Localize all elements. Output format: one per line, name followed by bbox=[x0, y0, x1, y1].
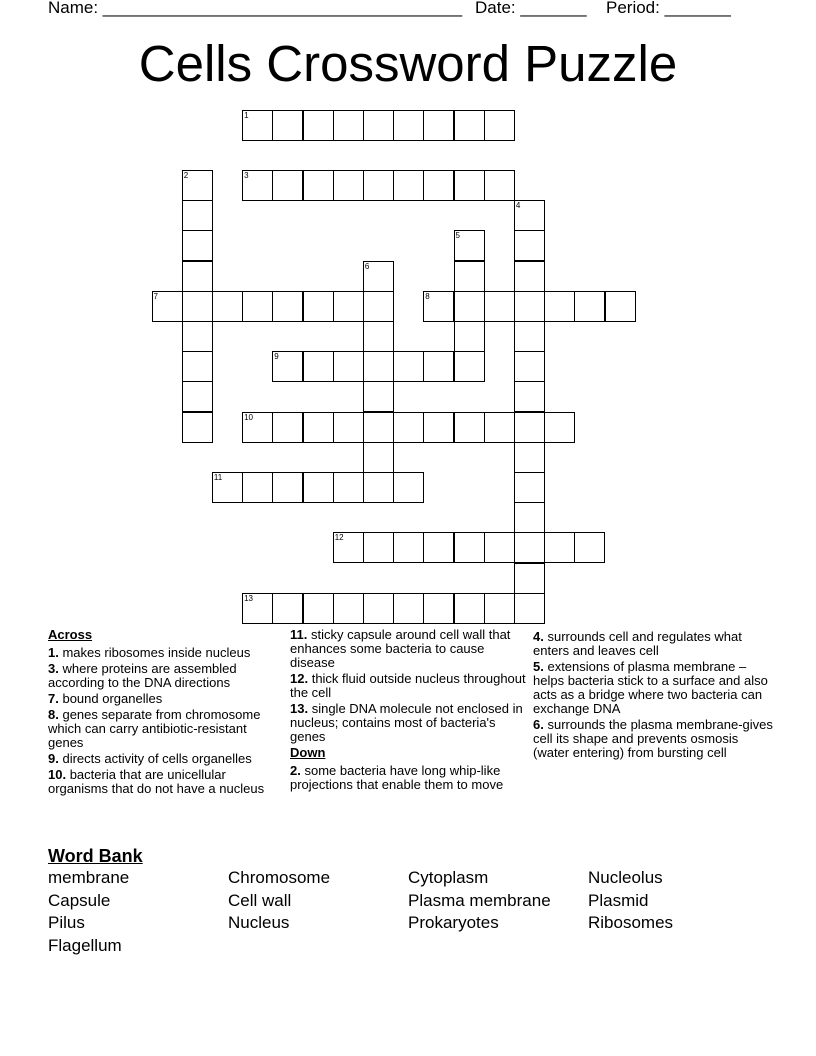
crossword-cell[interactable] bbox=[272, 291, 303, 322]
crossword-cell[interactable] bbox=[303, 291, 334, 322]
clue-down-4: 4. surrounds cell and regulates what enters and leaves cell bbox=[533, 629, 742, 658]
crossword-cell[interactable] bbox=[484, 412, 515, 443]
crossword-cell[interactable] bbox=[423, 170, 454, 201]
crossword-cell[interactable] bbox=[182, 230, 213, 261]
crossword-cell[interactable] bbox=[182, 351, 213, 382]
crossword-cell[interactable] bbox=[544, 532, 575, 563]
word-bank-item: Ribosomes bbox=[588, 913, 674, 932]
word-bank-title: Word Bank bbox=[48, 846, 143, 866]
crossword-cell[interactable] bbox=[423, 110, 454, 141]
crossword-cell[interactable] bbox=[605, 291, 636, 322]
crossword-cell[interactable] bbox=[423, 291, 454, 322]
clue-number: 2 bbox=[183, 170, 189, 180]
crossword-cell[interactable] bbox=[272, 593, 303, 624]
crossword-cell[interactable] bbox=[484, 532, 515, 563]
crossword-cell[interactable] bbox=[333, 593, 364, 624]
word-bank-item: Chromosome bbox=[228, 868, 331, 887]
crossword-cell[interactable] bbox=[363, 170, 394, 201]
crossword-cell[interactable] bbox=[303, 110, 334, 141]
crossword-cell[interactable] bbox=[393, 593, 424, 624]
crossword-cell[interactable] bbox=[303, 593, 334, 624]
crossword-cell[interactable] bbox=[303, 472, 334, 503]
crossword-cell[interactable] bbox=[393, 170, 424, 201]
crossword-cell[interactable] bbox=[454, 291, 485, 322]
crossword-cell[interactable] bbox=[393, 532, 424, 563]
crossword-cell[interactable] bbox=[272, 110, 303, 141]
crossword-cell[interactable] bbox=[303, 351, 334, 382]
crossword-cell[interactable] bbox=[544, 291, 575, 322]
crossword-cell[interactable] bbox=[333, 412, 364, 443]
crossword-cell[interactable] bbox=[514, 381, 545, 412]
period-field[interactable]: Period: _______ bbox=[606, 0, 731, 17]
clue-down-5: 5. extensions of plasma membrane – helps bacteria stick to a surface and also acts as a bridge where two bacteria can exchange DNA bbox=[533, 659, 768, 716]
clue-number: 3 bbox=[244, 170, 249, 180]
crossword-cell[interactable] bbox=[423, 593, 454, 624]
crossword-cell[interactable] bbox=[333, 110, 364, 141]
word-bank-item: membrane bbox=[48, 868, 130, 887]
crossword-cell[interactable] bbox=[363, 351, 394, 382]
crossword-cell[interactable] bbox=[544, 412, 575, 443]
word-bank-item: Nucleolus bbox=[588, 868, 663, 887]
crossword-cell[interactable] bbox=[303, 412, 334, 443]
crossword-cell[interactable] bbox=[454, 170, 485, 201]
page-title: Cells Crossword Puzzle bbox=[138, 35, 678, 92]
clue-number: 4 bbox=[515, 201, 521, 211]
crossword-cell[interactable] bbox=[514, 230, 545, 261]
crossword-cell[interactable] bbox=[454, 261, 485, 292]
crossword-cell[interactable] bbox=[484, 291, 515, 322]
crossword-cell[interactable] bbox=[242, 110, 273, 141]
crossword-cell[interactable] bbox=[333, 351, 364, 382]
crossword-cell[interactable] bbox=[514, 351, 545, 382]
crossword-cell[interactable] bbox=[393, 472, 424, 503]
word-bank-item: Plasma membrane bbox=[408, 890, 551, 910]
clue-down-6: 6. surrounds the plasma membrane-gives cell its shape and prevents osmosis (water entering) from bursting cell bbox=[533, 717, 773, 760]
crossword-cell[interactable] bbox=[574, 291, 605, 322]
crossword-cell[interactable] bbox=[363, 381, 394, 412]
crossword-cell[interactable] bbox=[514, 502, 545, 533]
word-bank-item: Nucleus bbox=[228, 913, 290, 932]
crossword-cell[interactable] bbox=[242, 412, 273, 443]
clue-across-7: 7. bound organelles bbox=[48, 691, 163, 706]
crossword-cell[interactable] bbox=[454, 412, 485, 443]
word-bank-item: Prokaryotes bbox=[408, 913, 499, 932]
crossword-cell[interactable] bbox=[514, 532, 545, 563]
crossword-cell[interactable] bbox=[152, 291, 183, 322]
crossword-cell[interactable] bbox=[182, 200, 213, 231]
crossword-cell[interactable] bbox=[242, 472, 273, 503]
clues-column-2 bbox=[290, 628, 526, 794]
clue-number: 5 bbox=[455, 231, 460, 241]
word-bank-item: Plasmid bbox=[588, 890, 649, 910]
crossword-cell[interactable] bbox=[484, 110, 515, 141]
crossword-cell[interactable] bbox=[272, 351, 303, 382]
crossword-cell[interactable] bbox=[363, 593, 394, 624]
crossword-cell[interactable] bbox=[363, 110, 394, 141]
crossword-cell[interactable] bbox=[182, 261, 213, 292]
crossword-cell[interactable] bbox=[363, 442, 394, 473]
crossword-cell[interactable] bbox=[423, 412, 454, 443]
crossword-cell[interactable] bbox=[423, 532, 454, 563]
crossword-cell[interactable] bbox=[574, 532, 605, 563]
crossword-cell[interactable] bbox=[363, 321, 394, 352]
crossword-cell[interactable] bbox=[242, 593, 273, 624]
clue-across-1: 1. makes ribosomes inside nucleus bbox=[48, 645, 251, 660]
crossword-cell[interactable] bbox=[514, 412, 545, 443]
crossword-cell[interactable] bbox=[272, 412, 303, 443]
crossword-cell[interactable] bbox=[272, 472, 303, 503]
clue-across-13: 13. single DNA molecule not enclosed in nucleus; contains most of bacteria's genes bbox=[290, 701, 523, 744]
clue-number: 7 bbox=[153, 291, 158, 301]
crossword-cell[interactable] bbox=[514, 261, 545, 292]
crossword-cell[interactable] bbox=[423, 351, 454, 382]
crossword-cell[interactable] bbox=[454, 321, 485, 352]
crossword-cell[interactable] bbox=[454, 532, 485, 563]
crossword-cell[interactable] bbox=[393, 110, 424, 141]
crossword-cell[interactable] bbox=[514, 321, 545, 352]
crossword-cell[interactable] bbox=[454, 351, 485, 382]
clue-number: 8 bbox=[425, 291, 430, 301]
clue-number: 13 bbox=[244, 593, 253, 603]
word-bank-item: Cytoplasm bbox=[408, 868, 489, 887]
clue-number: 6 bbox=[364, 261, 370, 271]
crossword-cell[interactable] bbox=[363, 532, 394, 563]
word-bank bbox=[48, 845, 788, 957]
crossword-cell[interactable] bbox=[242, 170, 273, 201]
crossword-cell[interactable] bbox=[182, 321, 213, 352]
crossword-cell[interactable] bbox=[363, 472, 394, 503]
crossword-cell[interactable] bbox=[272, 170, 303, 201]
date-field[interactable]: Date: _______ bbox=[475, 0, 587, 17]
crossword-cell[interactable] bbox=[484, 170, 515, 201]
crossword-cell[interactable] bbox=[514, 291, 545, 322]
across-heading: Across bbox=[48, 627, 93, 642]
crossword-cell[interactable] bbox=[514, 472, 545, 503]
crossword-cell[interactable] bbox=[333, 170, 364, 201]
crossword-cell[interactable] bbox=[514, 200, 545, 231]
clues-column-3 bbox=[533, 630, 773, 762]
crossword-cell[interactable] bbox=[514, 563, 545, 594]
crossword-cell[interactable] bbox=[242, 291, 273, 322]
clue-down-2: 2. some bacteria have long whip-like projections that enable them to move bbox=[290, 763, 504, 792]
word-bank-item: Capsule bbox=[48, 890, 111, 910]
clue-across-8: 8. genes separate from chromosome which can carry antibiotic-resistant genes bbox=[48, 707, 261, 750]
crossword-cell[interactable] bbox=[484, 593, 515, 624]
crossword-cell[interactable] bbox=[333, 532, 364, 563]
crossword-cell[interactable] bbox=[303, 170, 334, 201]
crossword-cell[interactable] bbox=[454, 110, 485, 141]
clue-number: 1 bbox=[244, 110, 249, 120]
clue-number: 12 bbox=[334, 533, 344, 543]
crossword-cell[interactable] bbox=[182, 291, 213, 322]
clue-across-12: 12. thick fluid outside nucleus throughout the cell bbox=[290, 671, 526, 700]
word-bank-item: Pilus bbox=[48, 913, 85, 932]
crossword-cell[interactable] bbox=[182, 412, 213, 443]
crossword-cell[interactable] bbox=[333, 291, 364, 322]
crossword-cell[interactable] bbox=[454, 230, 485, 261]
crossword-cell[interactable] bbox=[363, 261, 394, 292]
clue-across-9: 9. directs activity of cells organelles bbox=[48, 751, 252, 766]
crossword-cell[interactable] bbox=[212, 291, 243, 322]
clue-across-11: 11. sticky capsule around cell wall that enhances some bacteria to cause disease bbox=[290, 627, 511, 670]
name-field[interactable]: Name: ______________________________________ bbox=[48, 0, 463, 17]
word-bank-item: Cell wall bbox=[228, 890, 292, 910]
word-bank-item: Flagellum bbox=[48, 935, 122, 955]
crossword-cell[interactable] bbox=[212, 472, 243, 503]
clue-across-10: 10. bacteria that are unicellular organisms that do not have a nucleus bbox=[48, 767, 265, 796]
clue-number: 9 bbox=[274, 352, 279, 362]
crossword-cell[interactable] bbox=[514, 593, 545, 624]
clue-number: 10 bbox=[244, 412, 253, 422]
crossword-cell[interactable] bbox=[333, 472, 364, 503]
crossword-cell[interactable] bbox=[514, 442, 545, 473]
crossword-cell[interactable] bbox=[182, 170, 213, 201]
crossword-cell[interactable] bbox=[182, 381, 213, 412]
crossword-cell[interactable] bbox=[393, 351, 424, 382]
clues-column-1 bbox=[48, 628, 280, 798]
crossword-cell[interactable] bbox=[454, 593, 485, 624]
crossword-cell[interactable] bbox=[393, 412, 424, 443]
clue-number: 11 bbox=[213, 472, 223, 482]
crossword-cell[interactable] bbox=[363, 291, 394, 322]
crossword-cell[interactable] bbox=[363, 412, 394, 443]
clue-across-3: 3. where proteins are assembled according to the DNA directions bbox=[48, 661, 237, 690]
down-heading: Down bbox=[290, 745, 326, 760]
